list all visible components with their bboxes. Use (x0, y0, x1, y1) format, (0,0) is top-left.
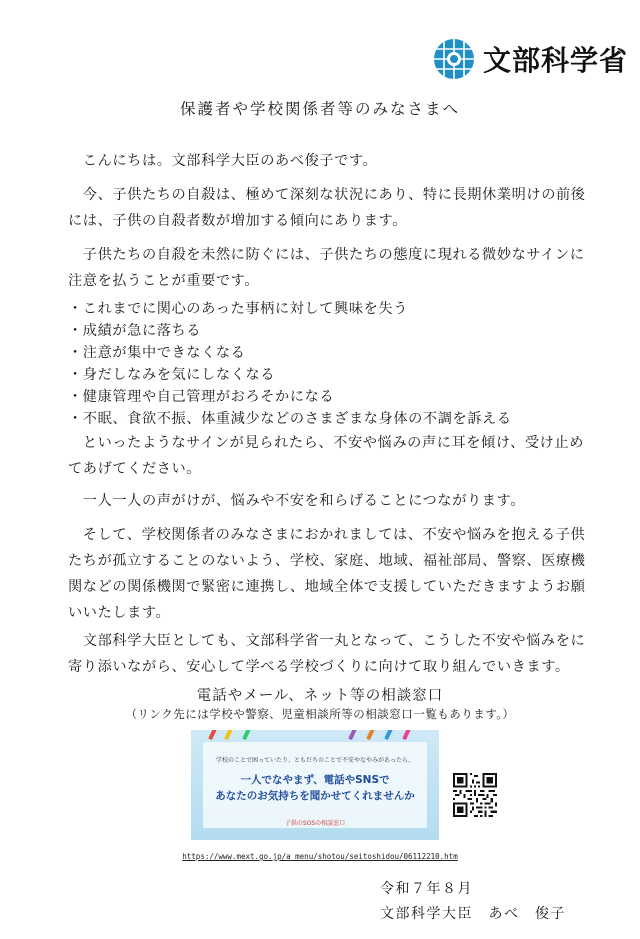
qr-code-icon[interactable] (453, 773, 497, 817)
list-item: ・成績が急に落ちる (68, 323, 202, 339)
pencils-decoration (201, 730, 431, 742)
consult-banner-link[interactable] (191, 730, 439, 840)
paragraph-voice: 一人一人の声がけが、悩みや不安を和らげることにつながります。 (68, 493, 525, 509)
list-item: ・健康管理や自己管理がおろそかになる (68, 389, 335, 405)
signature-name: 文部科学大臣 あべ 俊子 (380, 906, 566, 922)
ministry-logo (433, 38, 628, 80)
banner-headline-1: 一人でなやまず、電話やSNSで (240, 774, 390, 786)
list-item: ・身だしなみを気にしなくなる (68, 367, 276, 383)
greeting-paragraph: こんにちは。文部科学大臣のあべ俊子です。 (68, 153, 378, 169)
banner-small-text: 学校のことで困っていたり、ともだちのことで不安やなやみがあったら、 (216, 757, 414, 764)
paragraph-after-list: といったようなサインが見られたら、不安や悩みの声に耳を傾け、受け止めてあげてください。 (68, 435, 585, 477)
sign-list (68, 298, 598, 430)
paragraph-signs: 子供たちの自殺を未然に防ぐには、子供たちの態度に現れる微妙なサインに注意を払うことが重要です。 (68, 247, 585, 289)
logo-text: 文部科学省 (483, 44, 629, 77)
banner-headline-2: あなたのお気持ちを聞かせてくれませんか (215, 790, 415, 802)
paragraph-schools: そして、学校関係者のみなさまにおかれましては、不安や悩みを抱える子供たちが孤立することのないよう、学校、家庭、地域、福祉部局、警察、医療機関などの関係機関で緊密に連携し、地域全体で支援していただきますようお願いいたします。 (68, 527, 586, 621)
list-item: ・これまでに関心のあった事柄に対して興味を失う (68, 301, 408, 317)
paragraph-situation: 今、子供たちの自殺は、極めて深刻な状況にあり、特に長期休業明けの前後には、子供の自殺者数が増加する傾向にあります。 (68, 187, 586, 229)
consult-note: （リンク先には学校や警察、児童相談所等の相談窓口一覧もあります。） (125, 707, 515, 721)
list-item: ・注意が集中できなくなる (68, 345, 246, 361)
consult-title: 電話やメール、ネット等の相談窓口 (196, 688, 444, 704)
banner-logo-text: 子供のSOSの相談窓口 (284, 820, 346, 827)
mext-emblem-icon (433, 38, 475, 80)
signature-date: 令和７年８月 (380, 881, 473, 897)
list-item: ・不眠、食欲不振、体重減少などのさまざまな身体の不調を訴える (68, 411, 512, 427)
paragraph-minister: 文部科学大臣としても、文部科学省一丸となって、こうした不安や悩みをに寄り添いながら、安心して学べる学校づくりに向けて取り組んでいきます。 (68, 633, 586, 675)
consult-url-link[interactable]: https://www.mext.go.jp/a_menu/shotou/seitoshidou/06112210.htm (182, 852, 458, 861)
page-title: 保護者や学校関係者等のみなさまへ (179, 100, 460, 118)
